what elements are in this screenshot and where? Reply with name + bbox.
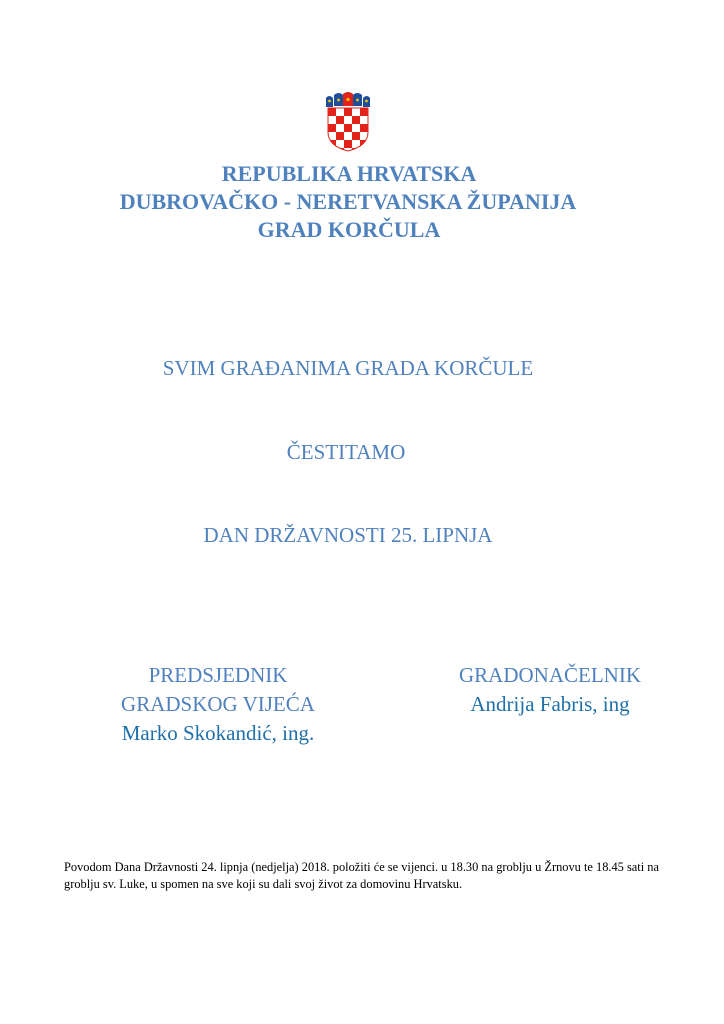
coat-check-square [328,108,336,116]
coat-check-square [352,116,360,124]
header-city: GRAD KORČULA [257,217,441,242]
footnote-wreath-laying: Povodom Dana Državnosti 24. lipnja (nedjelja) 2018. položiti će se vijenci. u 18.30 na groblju u Žrnovu te 18.45 sati na groblju sv. Luke, u spomen na sve koji su dali svoj život za domovinu Hrvatsku. [64,860,659,891]
coat-check-square [360,140,368,148]
signature-left-name: Marko Skokandić, ing. [121,721,315,745]
greeting-congratulations: ČESTITAMO [286,440,406,464]
signature-left-title2: GRADSKOG VIJEĆA [121,692,315,716]
coat-check-square [336,116,344,124]
coat-check-square [344,124,352,132]
signature-left-title1: PREDSJEDNIK [148,663,288,687]
coat-check-square [344,108,352,116]
signature-right-title1: GRADONAČELNIK [459,663,641,687]
coat-check-square [344,140,352,148]
header-republic: REPUBLIKA HRVATSKA [221,161,477,186]
signature-right-name: Andrija Fabris, ing [470,692,630,716]
coat-check-square [328,140,336,148]
coat-crown [326,92,370,107]
signature-council-president [88,661,348,748]
coat-check-square [352,132,360,140]
document-header [0,160,724,244]
coat-check-square [328,124,336,132]
coat-check-square [360,108,368,116]
greeting-occasion: DAN DRŽAVNOSTI 25. LIPNJA [203,523,493,547]
coat-shield [328,108,368,152]
header-county: DUBROVAČKO - NERETVANSKA ŽUPANIJA [119,189,577,214]
croatian-coat-of-arms-icon [324,92,372,152]
coat-check-square [360,124,368,132]
signature-mayor [420,661,680,719]
greeting-recipients: SVIM GRAĐANIMA GRADA KORČULE [162,356,534,380]
coat-check-square [336,132,344,140]
